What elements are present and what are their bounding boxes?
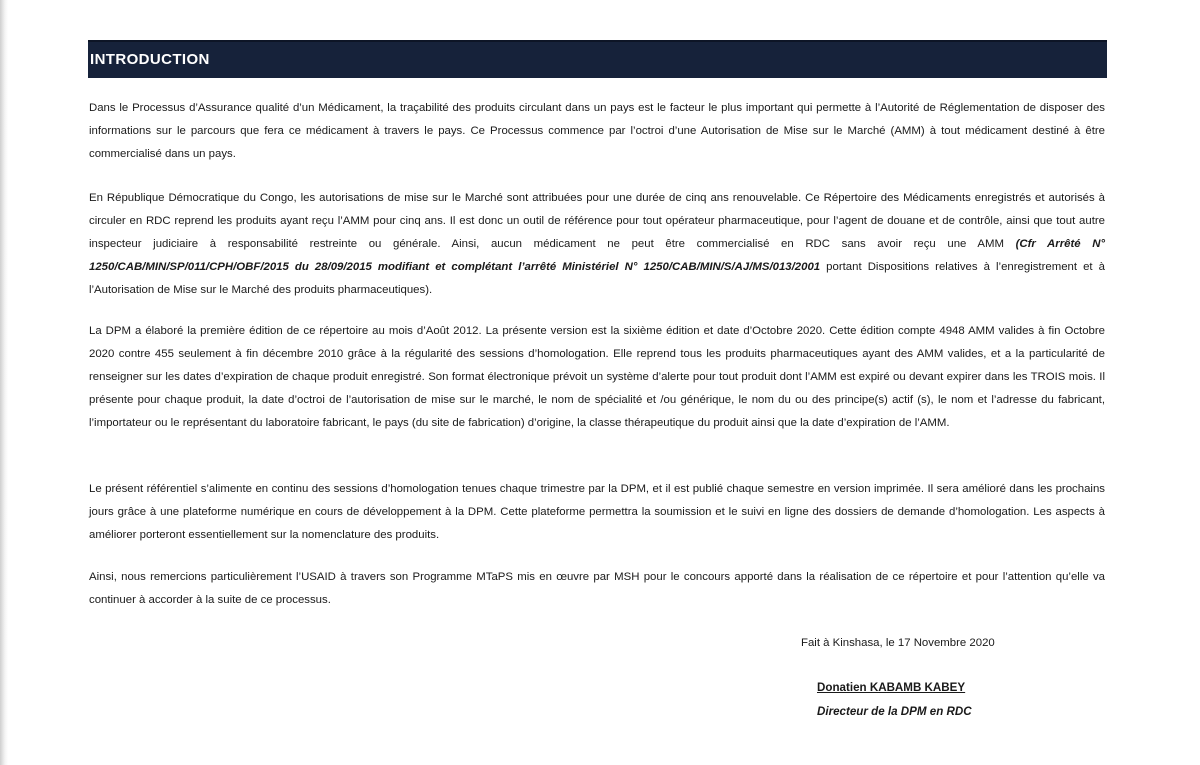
section-header-bar — [88, 40, 1107, 78]
legal-reference: (Cfr Arrêté N° 1250/CAB/MIN/SP/011/CPH/OBF/2015 du 28/09/2015 modifiant et complétant l’arrêté Ministériel N° 1250/CAB/MIN/S/AJ/MS/013/2001 — [89, 238, 1105, 273]
paragraph-acknowledgements: Ainsi, nous remercions particulièrement l’USAID à travers son Programme MTaPS mis en œuvre par MSH pour le concours apporté dans la réalisation de ce répertoire et pour l’attention qu’elle va continuer à accorder à la suite de ce processus. — [89, 571, 1105, 606]
paragraph-edition-history: La DPM a élaboré la première édition de ce répertoire au mois d’Août 2012. La présente version est la sixième édition et date d’Octobre 2020. Cette édition compte 4948 AMM valides à fin Octobre 2020 contre 455 seulement à fin décembre 2010 grâce à la régularité des sessions d’homologation. Elle reprend tous les produits pharmaceutiques ayant des AMM valides, et a la particularité de renseigner sur les dates d’expiration de chaque produit enregistré. Son format électronique prévoit un système d’alerte pour tout produit dont l’AMM est expiré ou devant expirer dans les TROIS mois. Il présente pour chaque produit, la date d’octroi de l’autorisation de mise sur le marché, le nom de spécialité et /ou générique, le nom du ou des principe(s) actif (s), le nom et l’adresse du fabricant, l’importateur ou le représentant du laboratoire fabricant, le pays (du site de fabrication) d’origine, la classe thérapeutique du produit ainsi que la date d’expiration de l’AMM. — [89, 325, 1105, 429]
paragraph-amm-rdc-text-a: En République Démocratique du Congo, les autorisations de mise sur le Marché sont attribuées pour une durée de cinq ans renouvelable. Ce Répertoire des Médicaments enregistrés et autorisés à circuler en RDC reprend les produits ayant reçu l’AMM pour cinq ans. Il est donc un outil de référence pour tout opérateur pharmaceutique, pour l’agent de douane et de contrôle, ainsi que tout autre inspecteur judiciaire à responsabilité restreinte ou générale. Ainsi, aucun médicament ne peut être commercialisé en RDC sans avoir reçu une AMM — [89, 192, 1105, 250]
place-and-date: Fait à Kinshasa, le 17 Novembre 2020 — [801, 637, 995, 649]
signatory-title: Directeur de la DPM en RDC — [817, 705, 972, 718]
signatory-name: Donatien KABAMB KABEY — [817, 681, 966, 694]
page-edge-shadow — [0, 0, 8, 765]
section-title: INTRODUCTION — [90, 51, 210, 68]
document-page — [88, 40, 1107, 718]
paragraph-amm-rdc — [89, 187, 1105, 302]
paragraph-amm-rdc-text-b: portant Dispositions relatives à l’enregistrement et à l’Autorisation de Mise sur le Marché des produits pharmaceutiques). — [89, 261, 1105, 296]
paragraph-referential-updates: Le présent référentiel s’alimente en continu des sessions d’homologation tenues chaque trimestre par la DPM, et il est publié chaque semestre en version imprimée. Il sera amélioré dans les prochains jours grâce à une plateforme numérique en cours de développement à la DPM. Cette plateforme permettra la soumission et le suivi en ligne des dossiers de demande d’homologation. Les aspects à améliorer porteront essentiellement sur la nomenclature des produits. — [89, 483, 1105, 541]
paragraph-intro-traceability: Dans le Processus d’Assurance qualité d’un Médicament, la traçabilité des produits circulant dans un pays est le facteur le plus important qui permette à l’Autorité de Réglementation de disposer des informations sur le parcours que fera ce médicament à travers le pays. Ce Processus commence par l’octroi d’une Autorisation de Mise sur le Marché (AMM) à tout médicament destiné à être commercialisé dans un pays. — [89, 102, 1105, 160]
